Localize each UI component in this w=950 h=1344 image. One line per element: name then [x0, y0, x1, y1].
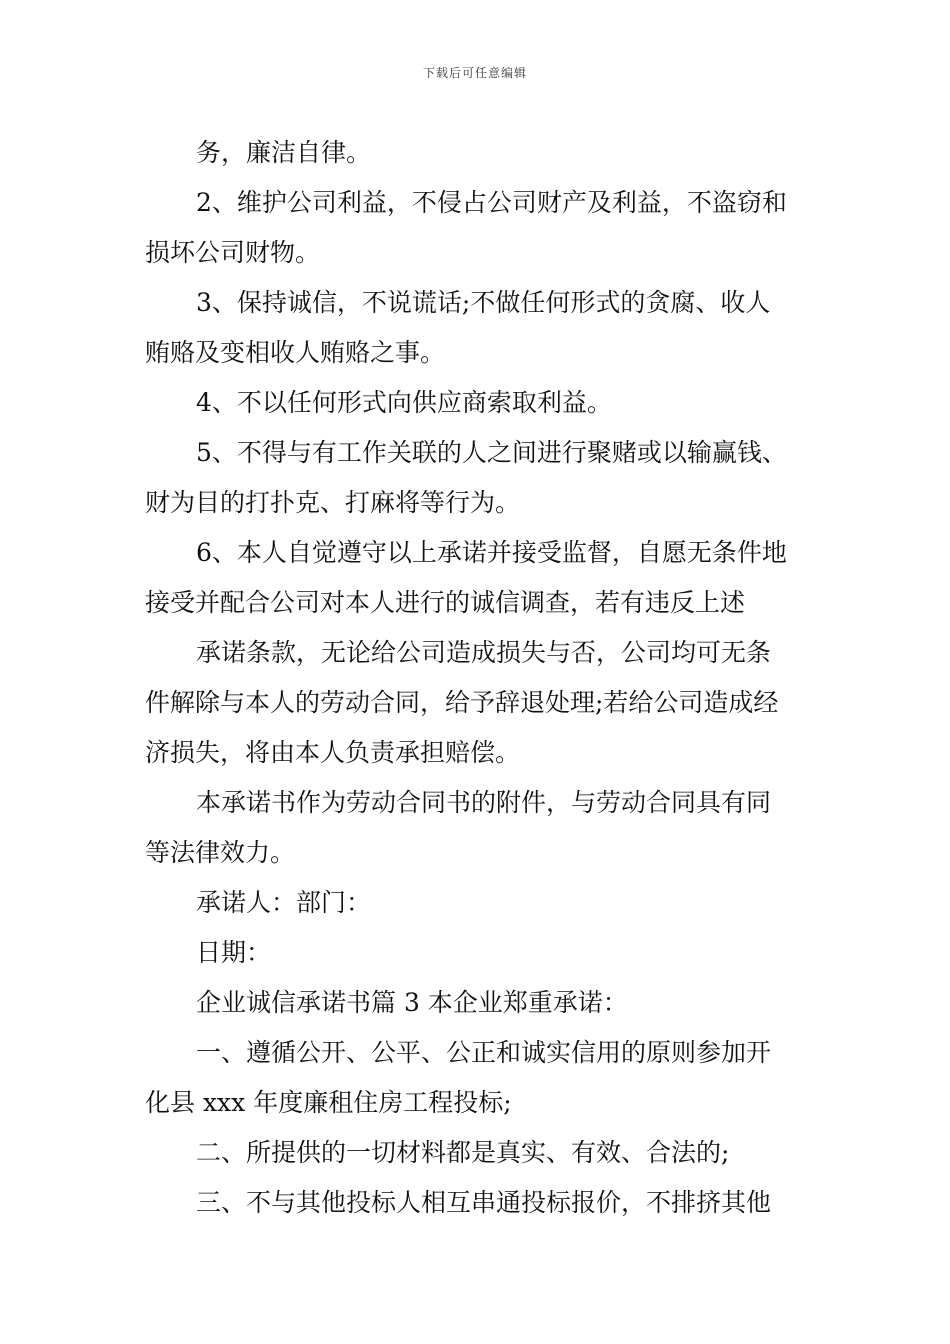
document-body — [145, 128, 810, 1228]
text-line: 承诺人：部门： — [196, 888, 372, 917]
text-line: 济损失，将由本人负责承担赔偿。 — [145, 738, 521, 767]
text-line: 2、维护公司利益，不侵占公司财产及利益，不盗窃和 — [196, 188, 787, 217]
header-note: 下载后可任意编辑 — [422, 66, 527, 80]
text-line: 化县 xxx 年度廉租住房工程投标; — [145, 1088, 512, 1117]
text-line: 等法律效力。 — [145, 838, 296, 867]
text-line: 5、不得与有工作关联的人之间进行聚赌或以输赢钱、 — [196, 438, 787, 467]
text-line: 件解除与本人的劳动合同，给予辞退处理;若给公司造成经 — [145, 688, 779, 717]
text-line: 二、所提供的一切材料都是真实、有效、合法的; — [196, 1138, 730, 1167]
text-line: 一、遵循公开、公平、公正和诚实信用的原则参加开 — [196, 1038, 772, 1067]
text-line: 承诺条款，无论给公司造成损失与否，公司均可无条 — [196, 638, 772, 667]
text-line: 日期： — [196, 938, 272, 967]
text-line: 3、保持诚信，不说谎话;不做任何形式的贪腐、收人 — [196, 288, 771, 317]
text-line: 接受并配合公司对本人进行的诚信调查，若有违反上述 — [145, 588, 746, 617]
text-line: 4、不以任何形式向供应商索取利益。 — [196, 388, 612, 417]
text-line: 务，廉洁自律。 — [196, 138, 372, 167]
text-line: 三、不与其他投标人相互串通投标报价，不排挤其他 — [196, 1188, 772, 1217]
text-line: 贿赂及变相收人贿赂之事。 — [145, 338, 446, 367]
text-line: 企业诚信承诺书篇 3 本企业郑重承诺： — [196, 988, 628, 1017]
text-line: 本承诺书作为劳动合同书的附件，与劳动合同具有同 — [196, 788, 772, 817]
text-line: 损坏公司财物。 — [145, 238, 321, 267]
text-line: 财为目的打扑克、打麻将等行为。 — [145, 488, 521, 517]
text-line: 6、本人自觉遵守以上承诺并接受监督，自愿无条件地 — [196, 538, 787, 567]
